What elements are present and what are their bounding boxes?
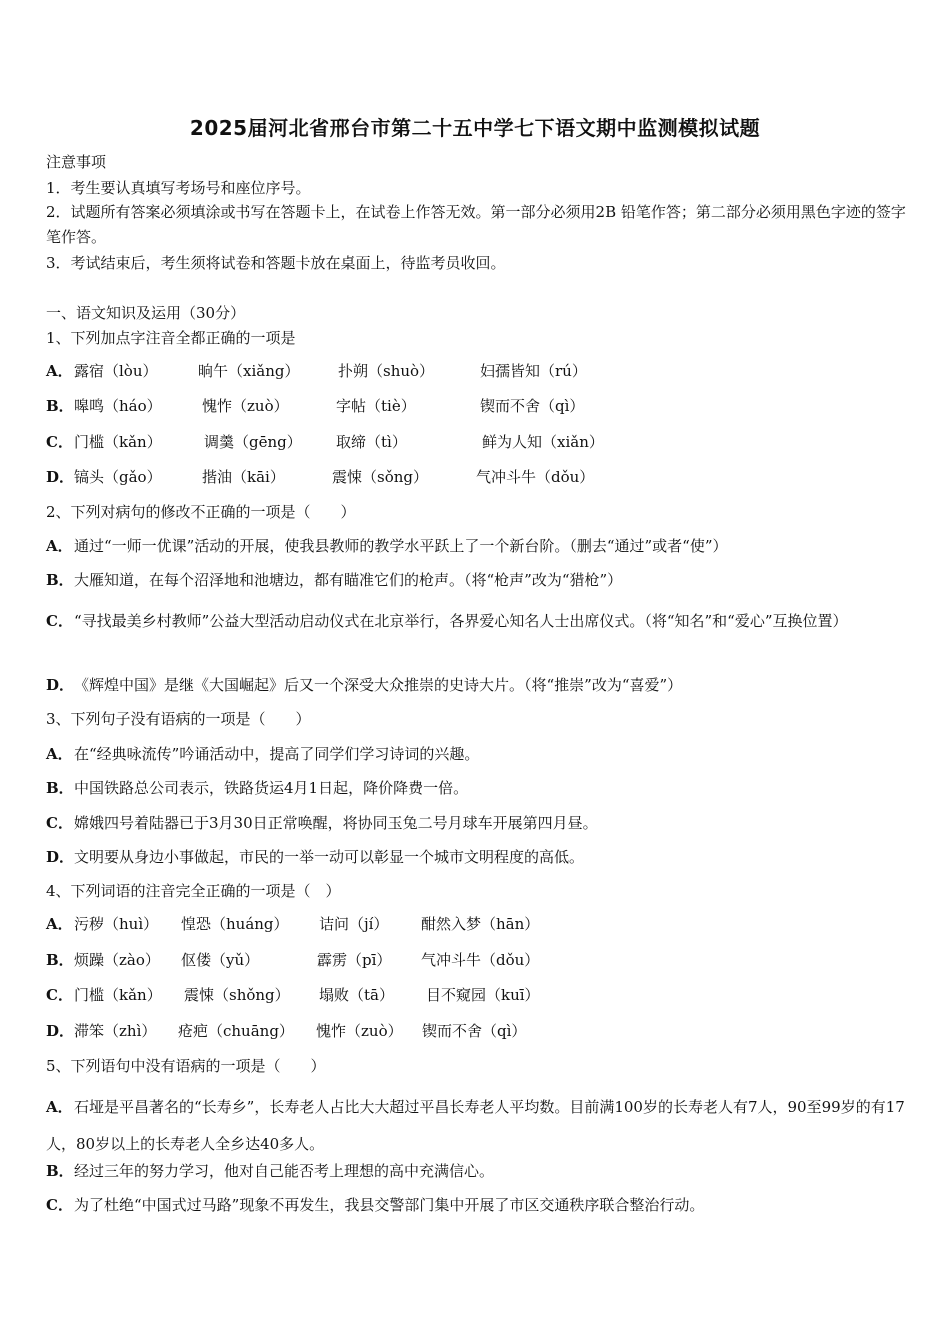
pinyin-item: 镐头（gǎo） bbox=[74, 468, 162, 486]
pinyin-item: 疮疤（chuāng） bbox=[178, 1022, 294, 1040]
q4-option-a bbox=[46, 913, 539, 934]
pinyin-item: 污秽（huì） bbox=[74, 915, 159, 933]
q1-option-b bbox=[46, 395, 584, 416]
option-label: B． bbox=[46, 1162, 74, 1180]
q5-option-c bbox=[46, 1194, 704, 1215]
section-heading: 一、语文知识及运用（30分） bbox=[46, 304, 246, 322]
option-label: D． bbox=[46, 848, 75, 866]
option-label: A． bbox=[46, 1098, 73, 1116]
option-text: 中国铁路总公司表示，铁路货运4月1日起，降价降费一倍。 bbox=[74, 779, 469, 797]
option-text: 嫦娥四号着陆器已于3月30日正常唤醒，将协同玉兔二号月球车开展第四月昼。 bbox=[74, 814, 598, 832]
q4-option-d bbox=[46, 1020, 526, 1041]
pinyin-item: 酣然入梦（hān） bbox=[421, 915, 540, 933]
option-text: 大雁知道，在每个沼泽地和池塘边，都有瞄准它们的枪声。（将“枪声”改为“猎枪”） bbox=[74, 571, 623, 589]
pinyin-item: 嗥鸣（háo） bbox=[74, 397, 162, 415]
question-4-stem: 4、下列词语的注音完全正确的一项是（ ） bbox=[46, 882, 341, 900]
pinyin-item: 目不窥园（kuī） bbox=[426, 986, 540, 1004]
pinyin-item: 震悚（shǒng） bbox=[184, 986, 290, 1004]
pinyin-item: 锲而不舍（qì） bbox=[480, 397, 585, 415]
pinyin-item: 霹雳（pī） bbox=[317, 951, 392, 969]
option-text: 为了杜绝“中国式过马路”现象不再发生，我县交警部门集中开展了市区交通秩序联合整治行动。 bbox=[74, 1196, 705, 1214]
pinyin-item: 露宿（lòu） bbox=[74, 362, 158, 380]
pinyin-item: 取缔（tì） bbox=[336, 433, 407, 451]
notice-item-2: 2．试题所有答案必须填涂或书写在答题卡上，在试卷上作答无效。第一部分必须用2B 铅笔作答；第二部分必须用黑色字迹的签字笔作答。 bbox=[46, 203, 906, 246]
pinyin-item: 晌午（xiǎng） bbox=[198, 362, 300, 380]
pinyin-item: 气冲斗牛（dǒu） bbox=[421, 951, 540, 969]
notice-item-1: 1．考生要认真填写考场号和座位序号。 bbox=[46, 179, 311, 197]
q3-option-b bbox=[46, 777, 468, 798]
option-label: C． bbox=[46, 814, 73, 832]
pinyin-item: 愧怍（zuò） bbox=[202, 397, 289, 415]
pinyin-item: 震悚（sǒng） bbox=[332, 468, 428, 486]
option-label: A． bbox=[46, 362, 73, 380]
option-text: 《辉煌中国》是继《大国崛起》后又一个深受大众推崇的史诗大片。（将“推崇”改为“喜爱”） bbox=[74, 676, 683, 694]
option-text: 经过三年的努力学习，他对自己能否考上理想的高中充满信心。 bbox=[74, 1162, 495, 1180]
option-label: B． bbox=[46, 571, 74, 589]
pinyin-item: 字帖（tiè） bbox=[336, 397, 416, 415]
notice-heading: 注意事项 bbox=[46, 153, 107, 171]
option-label: C． bbox=[46, 1196, 73, 1214]
question-1-stem: 1、下列加点字注音全都正确的一项是 bbox=[46, 329, 296, 347]
pinyin-item: 揩油（kāi） bbox=[202, 468, 285, 486]
pinyin-item: 妇孺皆知（rú） bbox=[480, 362, 587, 380]
q2-option-d bbox=[46, 674, 682, 695]
option-label: C． bbox=[46, 433, 73, 451]
q1-option-c bbox=[46, 431, 604, 452]
pinyin-item: 愧怍（zuò） bbox=[316, 1022, 403, 1040]
pinyin-item: 调羹（gēng） bbox=[204, 433, 302, 451]
option-label: D． bbox=[46, 1022, 75, 1040]
q2-option-b bbox=[46, 569, 622, 590]
q2-option-c bbox=[46, 603, 906, 640]
pinyin-item: 塌败（tā） bbox=[319, 986, 394, 1004]
q3-option-a bbox=[46, 743, 479, 764]
q5-option-b bbox=[46, 1160, 494, 1181]
option-label: B． bbox=[46, 779, 74, 797]
option-label: A． bbox=[46, 745, 73, 763]
notice-item-3: 3．考试结束后，考生须将试卷和答题卡放在桌面上，待监考员收回。 bbox=[46, 254, 506, 272]
q4-option-b bbox=[46, 949, 539, 970]
question-3-stem: 3、下列句子没有语病的一项是（ ） bbox=[46, 710, 311, 728]
q2-option-a bbox=[46, 535, 728, 556]
option-label: D． bbox=[46, 676, 75, 694]
option-label: C． bbox=[46, 612, 73, 630]
pinyin-item: 滞笨（zhì） bbox=[74, 1022, 157, 1040]
pinyin-item: 门槛（kǎn） bbox=[74, 433, 162, 451]
pinyin-item: 扑朔（shuò） bbox=[338, 362, 435, 380]
question-2-stem: 2、下列对病句的修改不正确的一项是（ ） bbox=[46, 503, 356, 521]
pinyin-item: 惶恐（huáng） bbox=[181, 915, 289, 933]
q3-option-c bbox=[46, 812, 598, 833]
option-label: C． bbox=[46, 986, 73, 1004]
q3-option-d bbox=[46, 846, 584, 867]
q1-option-d bbox=[46, 466, 594, 487]
pinyin-item: 门槛（kǎn） bbox=[74, 986, 162, 1004]
pinyin-item: 伛偻（yǔ） bbox=[181, 951, 260, 969]
option-text: 石垭是平昌著名的“长寿乡”，长寿老人占比大大超过平昌长寿老人平均数。目前满100岁的长寿老人有7人，90至99岁的有17人，80岁以上的长寿老人全乡达40多人。 bbox=[46, 1098, 905, 1153]
option-text: 在“经典咏流传”吟诵活动中，提高了同学们学习诗词的兴趣。 bbox=[74, 745, 480, 763]
option-label: B． bbox=[46, 397, 74, 415]
option-text: “寻找最美乡村教师”公益大型活动启动仪式在北京举行，各界爱心知名人士出席仪式。（将“知名”和“爱心”互换位置） bbox=[74, 612, 848, 630]
option-label: A． bbox=[46, 915, 73, 933]
q5-option-a bbox=[46, 1089, 906, 1163]
pinyin-item: 诘问（jí） bbox=[319, 915, 389, 933]
pinyin-item: 锲而不舍（qì） bbox=[422, 1022, 527, 1040]
q4-option-c bbox=[46, 984, 540, 1005]
pinyin-item: 鲜为人知（xiǎn） bbox=[482, 433, 604, 451]
q1-option-a bbox=[46, 360, 587, 381]
pinyin-item: 气冲斗牛（dǒu） bbox=[476, 468, 595, 486]
question-5-stem: 5、下列语句中没有语病的一项是（ ） bbox=[46, 1057, 326, 1075]
option-text: 文明要从身边小事做起，市民的一举一动可以彰显一个城市文明程度的高低。 bbox=[74, 848, 585, 866]
option-text: 通过“一师一优课”活动的开展，使我县教师的教学水平跃上了一个新台阶。（删去“通过”或者“使”） bbox=[74, 537, 728, 555]
option-label: B． bbox=[46, 951, 74, 969]
option-label: A． bbox=[46, 537, 73, 555]
option-label: D． bbox=[46, 468, 75, 486]
pinyin-item: 烦躁（zào） bbox=[74, 951, 160, 969]
page-title: 2025届河北省邢台市第二十五中学七下语文期中监测模拟试题 bbox=[189, 116, 761, 140]
